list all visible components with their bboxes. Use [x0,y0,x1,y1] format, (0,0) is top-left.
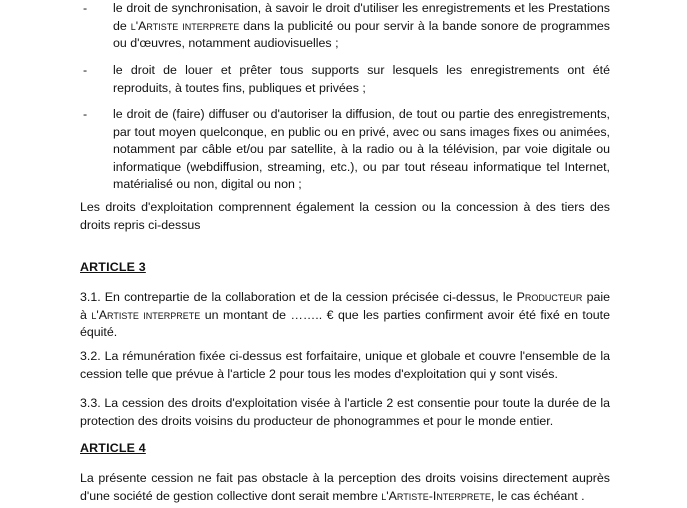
article-3-1-paragraph: 3.1. En contrepartie de la collaboration et de la cession précisée ci-dessus, le Producteur paie à l'Artiste interprete un montant de …….. € que les parties confirment avoir été fixé en toute équité. [80,290,610,340]
bullet-text: le droit de (faire) diffuser ou d'autoriser la diffusion, de tout ou partie des enregistrements, par tout moyen quelconque, en public ou en privé, avec ou sans images fixes ou animées, notamment par câble et/ou par satellite, à la radio ou à la télévision, par voie digitale ou informatique (webdiffusion, streaming, etc.), ou par tout réseau informatique tel Internet, matérialisé ou non, digital ou non ; [113,107,610,192]
producteur-term: Producteur [516,290,583,304]
artiste-interprete-term: l'Artiste interprete [91,307,201,322]
artiste-interprete-term: l'Artiste-Interprete [381,488,491,503]
bullet-text: le droit de synchronisation, à savoir le droit d'utiliser les enregistrements et les Prestations de l'Artiste interprete dans la publicité ou pour servir à la bande sonore de programmes ou d'œuvres, notamment audiovisuelles ; [113,1,610,51]
article-3-heading: ARTICLE 3 [80,260,146,274]
exploitation-paragraph: Les droits d'exploitation comprennent également la cession ou la concession à des tiers des droits repris ci-dessus [80,200,610,232]
bullet-location-pret [80,62,610,97]
bullet-dash: - [83,1,88,15]
article-4-heading: ARTICLE 4 [80,441,146,455]
bullet-dash: - [83,107,88,121]
artiste-interprete-term: l'Artiste interprete [130,18,240,33]
bullet-synchronisation [80,0,610,53]
bullet-diffusion [80,106,610,194]
article-4-paragraph: La présente cession ne fait pas obstacle à la perception des droits voisins directement auprès d'une société de gestion collective dont serait membre l'Artiste-Interprete, le cas échéant . [80,471,610,503]
bullet-dash: - [83,63,88,77]
article-3-3-paragraph: 3.3. La cession des droits d'exploitation visée à l'article 2 est consentie pour toute la durée de la protection des droits voisins du producteur de phonogrammes et pour le monde entier. [80,396,610,428]
bullet-text: le droit de louer et prêter tous supports sur lesquels les enregistrements ont été reproduits, à toutes fins, publiques et privées ; [113,63,610,95]
article-3-2-paragraph: 3.2. La rémunération fixée ci-dessus est forfaitaire, unique et globale et couvre l'ensemble de la cession telle que prévue à l'article 2 pour tous les modes d'exploitation qui y sont visés. [80,349,610,381]
